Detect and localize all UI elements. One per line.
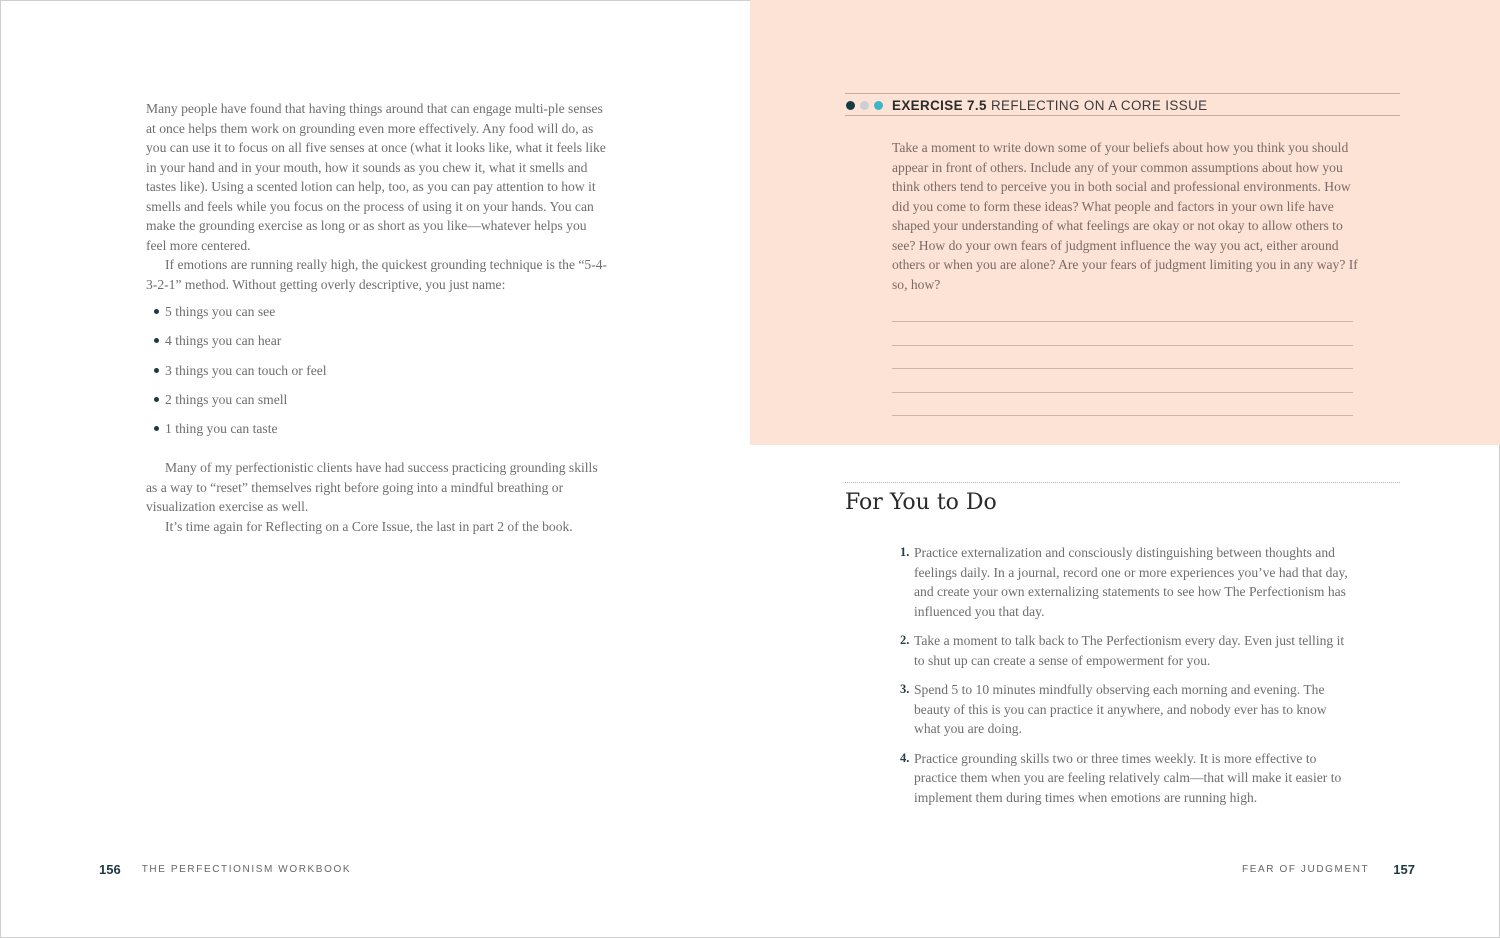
list-item: 3 things you can touch or feel: [146, 361, 608, 390]
divider: [845, 115, 1400, 116]
list-item: 2 things you can smell: [146, 390, 608, 419]
dot-dark-icon: [846, 101, 855, 110]
exercise-header: [846, 97, 1208, 113]
divider: [845, 93, 1400, 94]
dot-teal-icon: [874, 101, 883, 110]
writing-line[interactable]: [892, 415, 1353, 416]
paragraph: Many people have found that having things around that can engage multi-ple senses at once helps them work on grounding even more effectively. Any food will do, as you can use it to focus on all five senses at once (what it looks like, what it feels like in your hand and in your mouth, how it sounds as you chew it, what it smells and tastes like). Using a scented lotion can help, too, as you can pay attention to how it smells and feels while you focus on the process of using it on your hands. You can make the grounding exercise as long or as short as you like—whatever helps you feel more centered.: [146, 101, 606, 253]
list-item: 1 thing you can taste: [146, 419, 608, 448]
running-head: FEAR OF JUDGMENT: [1242, 864, 1370, 875]
list-item: 4. Practice grounding skills two or three times weekly. It is more effective to practice them when you are feeling relatively calm—that will make it easier to implement them during times when emotions are running high.: [900, 750, 1342, 805]
paragraph: If emotions are running really high, the quickest grounding technique is the “5-4-3-2-1” method. Without getting overly descriptive, you just name:: [146, 257, 608, 292]
section-divider: [845, 482, 1400, 483]
paragraph: It’s time again for Reflecting on a Core Issue, the last in part 2 of the book.: [165, 518, 573, 534]
running-head: THE PERFECTIONISM WORKBOOK: [141, 864, 352, 875]
list-item: 2. Take a moment to talk back to The Perfectionism every day. Even just telling it to shut up can create a sense of empowerment for you.: [900, 633, 1345, 668]
dot-gray-icon: [860, 101, 869, 110]
exercise-title: EXERCISE 7.5 REFLECTING ON A CORE ISSUE: [892, 97, 1208, 113]
right-footer: [1242, 862, 1415, 877]
grounding-list: [146, 302, 608, 448]
page-number: 157: [1393, 862, 1415, 877]
left-footer: [99, 862, 351, 877]
todo-list: [895, 543, 1355, 817]
left-page-body: [146, 99, 608, 536]
list-item: 4 things you can hear: [146, 331, 608, 360]
list-item: 1. Practice externalization and consciously distinguishing between thoughts and feelings daily. In a journal, record one or more experiences you’ve had that day, and create your own externalizing statements to see how The Perfectionism has influenced you that day.: [900, 545, 1348, 619]
bullet-icon: [154, 338, 159, 343]
bullet-icon: [154, 368, 159, 373]
writing-line[interactable]: [892, 321, 1353, 322]
writing-line[interactable]: [892, 345, 1353, 346]
bullet-icon: [154, 309, 159, 314]
bullet-icon: [154, 397, 159, 402]
page-number: 156: [99, 862, 121, 877]
writing-line[interactable]: [892, 392, 1353, 393]
list-item: 5 things you can see: [146, 302, 608, 331]
section-heading: For You to Do: [845, 490, 997, 515]
list-item: 3. Spend 5 to 10 minutes mindfully observing each morning and evening. The beauty of this is you can practice it anywhere, and nobody ever has to know what you are doing.: [900, 682, 1327, 736]
writing-line[interactable]: [892, 368, 1353, 369]
exercise-prompt: Take a moment to write down some of your beliefs about how you think you should appear in front of others. Include any of your common assumptions about how you think others tend to perceive you in both social and professional environments. How did you come to form these ideas? What people and factors in your own life have shaped your understanding of what feelings are okay or not okay to allow others to see? How do your own fears of judgment influence the way you act, either around others or when you are alone? Are your fears of judgment limiting you in any way? If so, how?: [892, 140, 1358, 292]
bullet-icon: [154, 426, 159, 431]
paragraph: Many of my perfectionistic clients have had success practicing grounding skills as a way to “reset” themselves right before going into a mindful breathing or visualization exercise as well.: [146, 460, 598, 515]
